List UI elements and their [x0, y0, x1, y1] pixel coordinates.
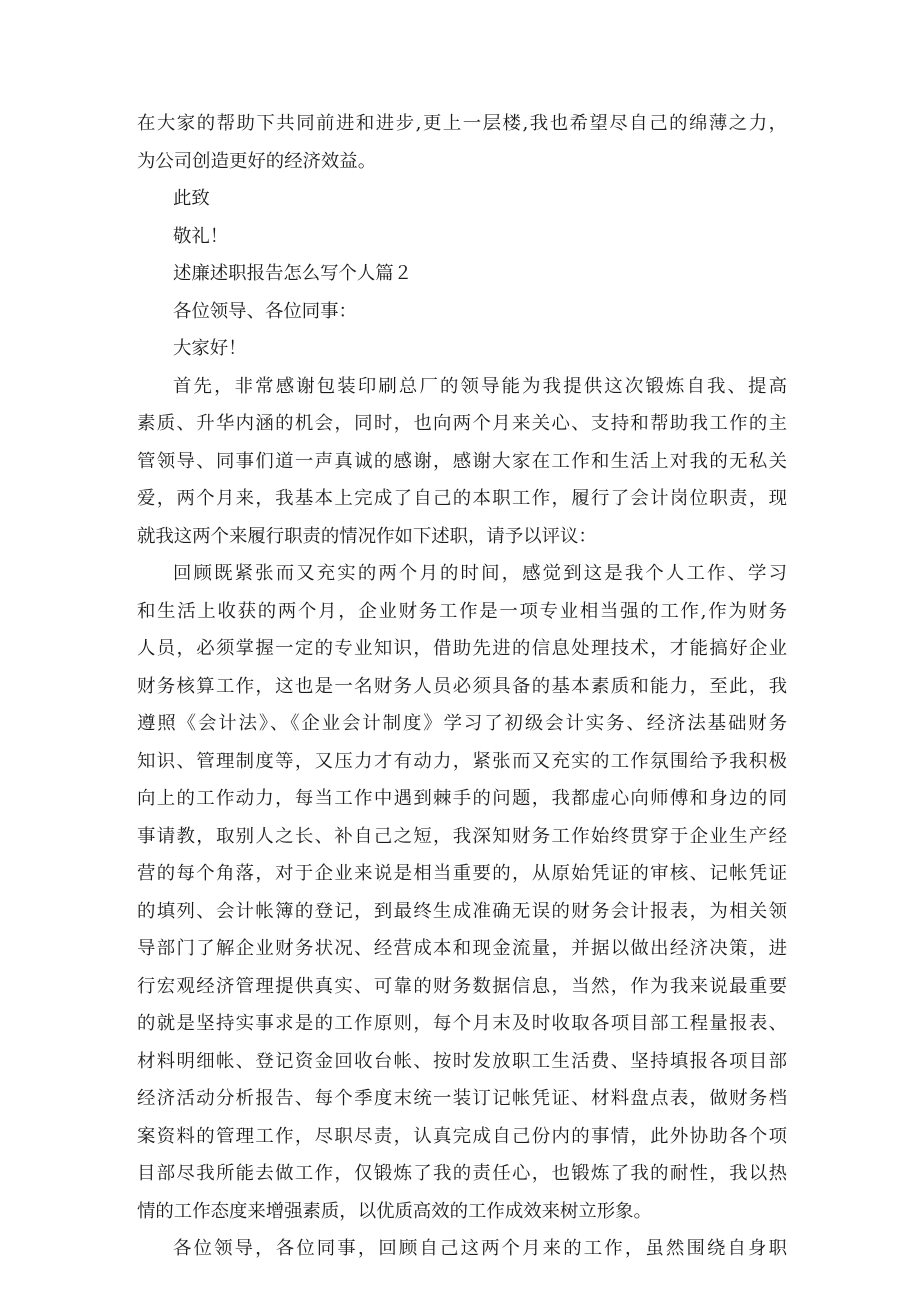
text-line: 和生活上收获的两个月，企业财务工作是一项专业相当强的工作,作为财务 — [137, 600, 787, 622]
text-line: 人员，必须掌握一定的专业知识，借助先进的信息处理技术，才能搞好企业 — [137, 638, 787, 659]
text-line: 敬礼！ — [173, 225, 229, 247]
text-line: 知识、管理制度等，又压力才有动力，紧张而又充实的工作氛围给予我积极 — [137, 750, 787, 772]
text-line: 营的每个角落，对于企业来说是相当重要的，从原始凭证的审核、记帐凭证 — [137, 863, 787, 884]
text-line: 在大家的帮助下共同前进和进步,更上一层楼,我也希望尽自己的绵薄之力， — [137, 113, 787, 134]
text-line: 就我这两个来履行职责的情况作如下述职，请予以评议： — [137, 525, 597, 547]
text-line: 述廉述职报告怎么写个人篇２ — [173, 263, 413, 284]
text-line: 财务核算工作，这也是一名财务人员必须具备的基本素质和能力，至此，我 — [137, 675, 787, 697]
text-line: 此致 — [173, 188, 210, 209]
text-line: 为公司创造更好的经济效益。 — [137, 150, 377, 172]
document-page — [137, 105, 787, 1268]
text-line: 遵照《会计法》、《企业会计制度》学习了初级会计实务、经济法基础财务 — [137, 713, 787, 734]
text-line: 导部门了解企业财务状况、经营成本和现金流量，并据以做出经济决策，进 — [137, 938, 787, 959]
text-line: 事请教，取别人之长、补自己之短，我深知财务工作始终贯穿于企业生产经 — [137, 825, 787, 847]
text-line: 目部尽我所能去做工作，仅锻炼了我的责任心，也锻炼了我的耐性，我以热 — [137, 1163, 787, 1184]
text-line: 各位领导，各位同事，回顾自己这两个月来的工作，虽然围绕自身职 — [173, 1238, 787, 1259]
text-line: 经济活动分析报告、每个季度末统一装订记帐凭证、材料盘点表，做财务档 — [137, 1088, 787, 1109]
text-line: 素质、升华内涵的机会，同时，也向两个月来关心、支持和帮助我工作的主 — [137, 413, 787, 434]
text-line: 的就是坚持实事求是的工作原则，每个月末及时收取各项目部工程量报表、 — [137, 1013, 787, 1034]
text-line: 行宏观经济管理提供真实、可靠的财务数据信息，当然，作为我来说最重要 — [137, 975, 787, 997]
text-line: 各位领导、各位同事： — [173, 300, 357, 322]
text-line: 案资料的管理工作，尽职尽责，认真完成自己份内的事情，此外协助各个项 — [137, 1125, 787, 1147]
text-line: 情的工作态度来增强素质，以优质高效的工作成效来树立形象。 — [137, 1200, 652, 1222]
text-line: 首先，非常感谢包装印刷总厂的领导能为我提供这次锻炼自我、提高 — [173, 375, 787, 397]
text-line: 回顾既紧张而又充实的两个月的时间，感觉到这是我个人工作、学习 — [173, 563, 787, 584]
text-line: 爱，两个月来，我基本上完成了自己的本职工作，履行了会计岗位职责，现 — [137, 488, 787, 509]
text-line: 的填列、会计帐簿的登记，到最终生成准确无误的财务会计报表，为相关领 — [137, 900, 787, 922]
text-line: 大家好！ — [173, 338, 247, 359]
text-line: 向上的工作动力，每当工作中遇到棘手的问题，我都虚心向师傅和身边的同 — [137, 788, 787, 809]
text-line: 材料明细帐、登记资金回收台帐、按时发放职工生活费、坚持填报各项目部 — [137, 1050, 787, 1072]
text-line: 管领导、同事们道一声真诚的感谢，感谢大家在工作和生活上对我的无私关 — [137, 450, 787, 472]
